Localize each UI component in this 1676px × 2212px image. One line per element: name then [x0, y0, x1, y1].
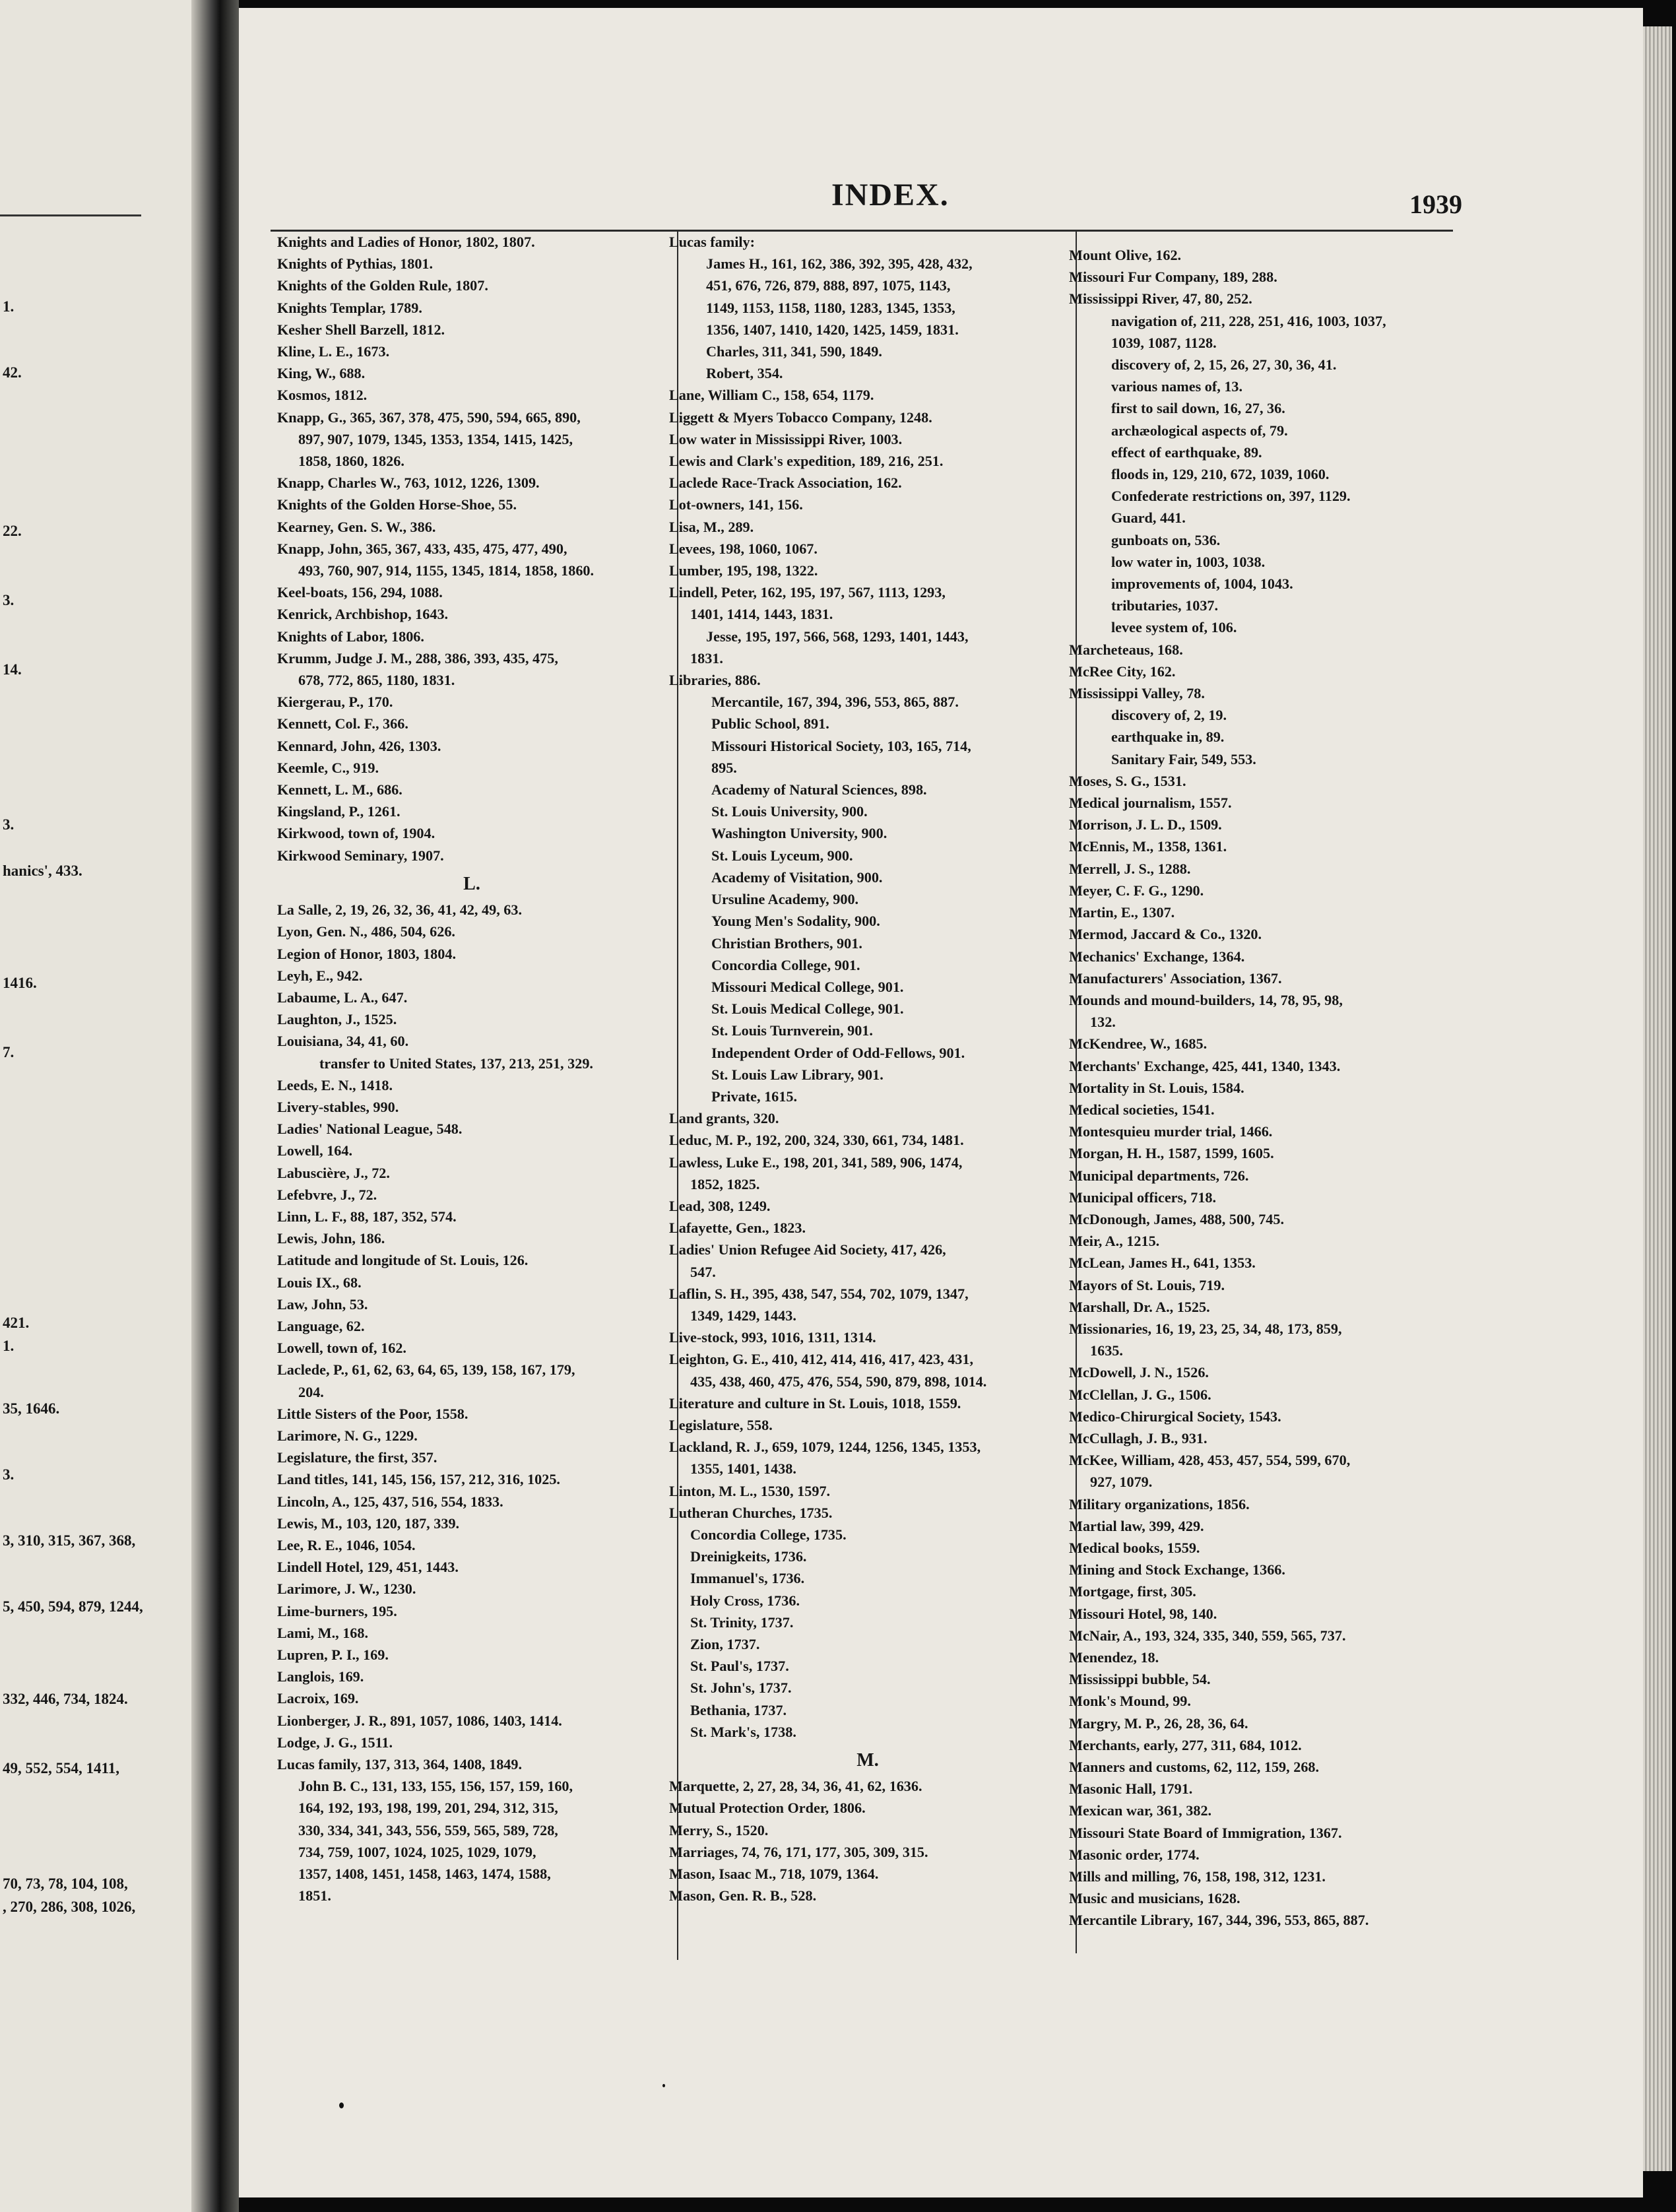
page-stack-edges — [1643, 26, 1672, 2171]
index-entry: Christian Brothers, 901. — [711, 934, 862, 952]
index-entry: discovery of, 2, 15, 26, 27, 30, 36, 41. — [1111, 356, 1337, 374]
index-entry: Levees, 198, 1060, 1067. — [669, 540, 818, 557]
index-entry: Knapp, Charles W., 763, 1012, 1226, 1309. — [277, 474, 540, 492]
index-entry: Montesquieu murder trial, 1466. — [1069, 1123, 1273, 1140]
index-entry: 1349, 1429, 1443. — [690, 1307, 796, 1324]
index-entry: Knapp, G., 365, 367, 378, 475, 590, 594, 665, 890, — [277, 408, 581, 426]
index-entry: Lindell Hotel, 129, 451, 1443. — [277, 1559, 459, 1576]
index-entry: 927, 1079. — [1090, 1474, 1153, 1491]
index-entry: Missouri Historical Society, 103, 165, 714, — [711, 737, 971, 754]
index-entry: Jesse, 195, 197, 566, 568, 1293, 1401, 1443, — [706, 628, 969, 645]
index-entry: Little Sisters of the Poor, 1558. — [277, 1405, 468, 1422]
index-entry: Labuscière, J., 72. — [277, 1164, 390, 1181]
index-entry: Lee, R. E., 1046, 1054. — [277, 1536, 416, 1553]
index-entry: Kearney, Gen. S. W., 386. — [277, 518, 436, 535]
index-entry: Marriages, 74, 76, 171, 177, 305, 309, 315. — [669, 1843, 928, 1860]
index-entry: Margry, M. P., 26, 28, 36, 64. — [1069, 1714, 1248, 1732]
index-entry: Lefebvre, J., 72. — [277, 1186, 377, 1203]
index-entry: 547. — [690, 1263, 716, 1280]
index-entry: discovery of, 2, 19. — [1111, 707, 1227, 724]
index-entry: McCullagh, J. B., 931. — [1069, 1429, 1208, 1447]
index-entry: Land titles, 141, 145, 156, 157, 212, 316, 1025. — [277, 1471, 560, 1488]
index-entry: Larimore, J. W., 1230. — [277, 1580, 416, 1598]
index-entry: Meir, A., 1215. — [1069, 1233, 1160, 1250]
index-entry: Lewis, M., 103, 120, 187, 339. — [277, 1514, 460, 1532]
index-entry: Mississippi River, 47, 80, 252. — [1069, 290, 1252, 308]
index-entry: Kennett, L. M., 686. — [277, 781, 403, 798]
index-entry: Legislature, 558. — [669, 1416, 773, 1433]
index-entry: 435, 438, 460, 475, 476, 554, 590, 879, 898, 1014. — [690, 1373, 987, 1390]
index-entry: Charles, 311, 341, 590, 1849. — [706, 343, 882, 360]
index-entry: 1355, 1401, 1438. — [690, 1460, 796, 1478]
index-entry: St. Louis Medical College, 901. — [711, 1000, 904, 1018]
index-entry: 493, 760, 907, 914, 1155, 1345, 1814, 1858, 1860. — [298, 562, 595, 579]
page-number: 1939 — [1409, 189, 1462, 219]
index-entry: Dreinigkeits, 1736. — [690, 1548, 807, 1565]
page-header-title: INDEX. — [831, 178, 950, 212]
index-entry: Morrison, J. L. D., 1509. — [1069, 816, 1222, 833]
index-entry: Linn, L. F., 88, 187, 352, 574. — [277, 1208, 457, 1225]
index-entry: McRee City, 162. — [1069, 663, 1176, 680]
index-entry: Mason, Gen. R. B., 528. — [669, 1887, 817, 1904]
index-entry: McEnnis, M., 1358, 1361. — [1069, 838, 1227, 855]
index-entry: Lafayette, Gen., 1823. — [669, 1220, 806, 1237]
index-entry: Legion of Honor, 1803, 1804. — [277, 945, 456, 962]
index-entry: transfer to United States, 137, 213, 251, 329. — [319, 1055, 593, 1072]
index-entry: James H., 161, 162, 386, 392, 395, 428, 432, — [706, 255, 973, 273]
index-entry: Lackland, R. J., 659, 1079, 1244, 1256, 1345, 1353, — [669, 1439, 981, 1456]
facing-page-fragment: 332, 446, 734, 1824. — [3, 1691, 128, 1707]
index-entry: 1149, 1153, 1158, 1180, 1283, 1345, 1353, — [706, 299, 955, 316]
index-entry: Lucas family, 137, 313, 364, 1408, 1849. — [277, 1756, 523, 1773]
index-entry: Mayors of St. Louis, 719. — [1069, 1276, 1225, 1293]
facing-page-fragment: , 270, 286, 308, 1026, — [3, 1899, 136, 1915]
facing-page-fragment: 3. — [3, 592, 15, 608]
index-entry: St. Paul's, 1737. — [690, 1658, 789, 1675]
index-entry: Lane, William C., 158, 654, 1179. — [669, 387, 874, 404]
facing-page-fragment: 1416. — [3, 975, 37, 991]
index-entry: Music and musicians, 1628. — [1069, 1890, 1241, 1907]
index-entry: Municipal departments, 726. — [1069, 1167, 1249, 1184]
index-entry: Mortality in St. Louis, 1584. — [1069, 1079, 1244, 1096]
index-entry: Bethania, 1737. — [690, 1701, 787, 1718]
index-entry: Immanuel's, 1736. — [690, 1570, 805, 1587]
index-entry: 451, 676, 726, 879, 888, 897, 1075, 1143, — [706, 277, 951, 294]
index-entry: Public School, 891. — [711, 715, 829, 732]
index-entry: Labaume, L. A., 647. — [277, 989, 408, 1006]
index-entry: Lyon, Gen. N., 486, 504, 626. — [277, 923, 455, 940]
index-entry: Mississippi bubble, 54. — [1069, 1671, 1211, 1688]
index-entry: Masonic Hall, 1791. — [1069, 1780, 1193, 1798]
ink-speck — [339, 2102, 344, 2108]
index-entry: Krumm, Judge J. M., 288, 386, 393, 435, 475, — [277, 649, 558, 667]
index-entry: 895. — [711, 759, 737, 776]
index-entry: Missouri Hotel, 98, 140. — [1069, 1605, 1217, 1622]
index-entry: Sanitary Fair, 549, 553. — [1111, 750, 1256, 767]
index-entry: Marcheteaus, 168. — [1069, 641, 1183, 658]
index-entry: Laclede, P., 61, 62, 63, 64, 65, 139, 158, 167, 179, — [277, 1361, 575, 1379]
index-entry: tributaries, 1037. — [1111, 597, 1219, 614]
index-entry: Laflin, S. H., 395, 438, 547, 554, 702, 1079, 1347, — [669, 1285, 969, 1302]
index-entry: Concordia College, 1735. — [690, 1526, 847, 1543]
index-entry: Merrell, J. S., 1288. — [1069, 860, 1191, 877]
index-entry: Municipal officers, 718. — [1069, 1188, 1217, 1206]
index-entry: Martial law, 399, 429. — [1069, 1517, 1204, 1534]
index-entry: Lowell, 164. — [277, 1142, 353, 1159]
index-entry: 1039, 1087, 1128. — [1111, 334, 1217, 351]
index-entry: 897, 907, 1079, 1345, 1353, 1354, 1415, 1425, — [298, 430, 573, 447]
index-entry: Lime-burners, 195. — [277, 1602, 397, 1619]
index-entry: Mills and milling, 76, 158, 198, 312, 1231. — [1069, 1868, 1326, 1885]
index-entry: Louis IX., 68. — [277, 1274, 362, 1291]
index-entry: Liggett & Myers Tobacco Company, 1248. — [669, 408, 932, 426]
index-entry: archæological aspects of, 79. — [1111, 422, 1288, 439]
index-entry: Linton, M. L., 1530, 1597. — [669, 1482, 831, 1499]
index-entry: McNair, A., 193, 324, 335, 340, 559, 565, 737. — [1069, 1627, 1346, 1644]
index-entry: Mounds and mound-builders, 14, 78, 95, 98, — [1069, 991, 1343, 1008]
index-entry: Merchants' Exchange, 425, 441, 1340, 1343. — [1069, 1057, 1341, 1074]
index-entry: Kosmos, 1812. — [277, 387, 368, 404]
index-entry: Kiergerau, P., 170. — [277, 694, 393, 711]
index-entry: Mercantile Library, 167, 344, 396, 553, 865, 887. — [1069, 1912, 1369, 1929]
index-entry: Kirkwood Seminary, 1907. — [277, 847, 444, 864]
index-entry: Land grants, 320. — [669, 1110, 779, 1127]
index-entry: Leyh, E., 942. — [277, 967, 363, 984]
index-entry: Knights of the Golden Rule, 1807. — [277, 277, 488, 294]
index-entry: McKee, William, 428, 453, 457, 554, 599, 670, — [1069, 1452, 1351, 1469]
index-entry: 164, 192, 193, 198, 199, 201, 294, 312, 315, — [298, 1800, 558, 1817]
index-entry: Robert, 354. — [706, 365, 783, 382]
index-entry: St. Louis University, 900. — [711, 803, 868, 820]
index-entry: Mermod, Jaccard & Co., 1320. — [1069, 926, 1262, 943]
index-entry: Laclede Race-Track Association, 162. — [669, 474, 902, 492]
index-entry: Ursuline Academy, 900. — [711, 891, 859, 908]
index-entry: McKendree, W., 1685. — [1069, 1035, 1208, 1053]
index-entry: Lutheran Churches, 1735. — [669, 1504, 833, 1521]
index-entry: Kline, L. E., 1673. — [277, 343, 390, 360]
index-entry: earthquake in, 89. — [1111, 729, 1225, 746]
index-entry: Medico-Chirurgical Society, 1543. — [1069, 1408, 1281, 1425]
index-entry: Lionberger, J. R., 891, 1057, 1086, 1403, 1414. — [277, 1712, 562, 1729]
facing-page-fragment: 7. — [3, 1044, 15, 1060]
index-entry: Lowell, town of, 162. — [277, 1340, 406, 1357]
index-entry: Live-stock, 993, 1016, 1311, 1314. — [669, 1329, 876, 1346]
index-entry: Manufacturers' Association, 1367. — [1069, 969, 1282, 987]
index-entry: navigation of, 211, 228, 251, 416, 1003, 1037, — [1111, 312, 1386, 329]
index-entry: Lewis and Clark's expedition, 189, 216, 251. — [669, 453, 944, 470]
facing-page-fragment: 42. — [3, 364, 22, 381]
facing-page-header-rule — [0, 214, 141, 216]
index-entry: McClellan, J. G., 1506. — [1069, 1386, 1211, 1403]
index-entry: Academy of Natural Sciences, 898. — [711, 781, 927, 798]
index-entry: Lindell, Peter, 162, 195, 197, 567, 1113, 1293, — [669, 584, 946, 601]
index-entry: Lacroix, 169. — [277, 1690, 359, 1707]
index-entry: Lumber, 195, 198, 1322. — [669, 562, 818, 579]
ink-speck — [662, 2084, 665, 2087]
index-entry: first to sail down, 16, 27, 36. — [1111, 400, 1285, 417]
index-entry: levee system of, 106. — [1111, 619, 1237, 636]
index-entry: Keemle, C., 919. — [277, 759, 379, 776]
index-entry: Zion, 1737. — [690, 1636, 760, 1652]
index-entry: Manners and customs, 62, 112, 159, 268. — [1069, 1759, 1320, 1776]
index-entry: John B. C., 131, 133, 155, 156, 157, 159, 160, — [298, 1778, 573, 1795]
index-entry: 1357, 1408, 1451, 1458, 1463, 1474, 1588, — [298, 1866, 551, 1883]
index-entry: 1858, 1860, 1826. — [298, 453, 404, 470]
index-entry: St. John's, 1737. — [690, 1679, 792, 1697]
index-entry: Moses, S. G., 1531. — [1069, 772, 1186, 789]
index-entry: low water in, 1003, 1038. — [1111, 553, 1266, 570]
facing-page-edge — [0, 0, 191, 2212]
index-entry: improvements of, 1004, 1043. — [1111, 575, 1293, 593]
index-entry: Leduc, M. P., 192, 200, 324, 330, 661, 734, 1481. — [669, 1132, 964, 1149]
index-entry: Lead, 308, 1249. — [669, 1197, 771, 1214]
facing-page-fragment: 1. — [3, 298, 15, 315]
index-entry: Larimore, N. G., 1229. — [277, 1427, 418, 1444]
index-entry: Kennett, Col. F., 366. — [277, 715, 408, 732]
index-entry: Young Men's Sodality, 900. — [711, 913, 880, 930]
index-entry: McDowell, J. N., 1526. — [1069, 1364, 1209, 1381]
index-entry: Holy Cross, 1736. — [690, 1592, 800, 1609]
index-entry: Lot-owners, 141, 156. — [669, 496, 803, 513]
index-entry: Langlois, 169. — [277, 1668, 364, 1685]
index-entry: Kennard, John, 426, 1303. — [277, 737, 441, 754]
index-entry: Laughton, J., 1525. — [277, 1011, 397, 1028]
facing-page-fragment: 421. — [3, 1315, 30, 1331]
index-entry: Medical societies, 1541. — [1069, 1101, 1215, 1118]
book-gutter — [191, 0, 239, 2212]
index-entry: 1851. — [298, 1887, 331, 1904]
index-entry: Lucas family: — [669, 234, 756, 250]
index-entry: 1852, 1825. — [690, 1175, 760, 1192]
index-entry: 1831. — [690, 649, 723, 667]
index-entry: Ladies' Union Refugee Aid Society, 417, 426, — [669, 1241, 946, 1258]
facing-page-fragment: 35, 1646. — [3, 1400, 60, 1417]
index-entry: Lisa, M., 289. — [669, 518, 754, 535]
index-entry: 678, 772, 865, 1180, 1831. — [298, 672, 455, 689]
index-entry: Mortgage, first, 305. — [1069, 1583, 1196, 1600]
index-entry: Medical journalism, 1557. — [1069, 795, 1232, 812]
index-entry: King, W., 688. — [277, 365, 366, 382]
facing-page-fragment: 5, 450, 594, 879, 1244, — [3, 1598, 143, 1615]
index-entry: Lawless, Luke E., 198, 201, 341, 589, 906, 1474, — [669, 1154, 963, 1171]
index-entry: Knights of Labor, 1806. — [277, 628, 424, 645]
facing-page-fragment: 3, 310, 315, 367, 368, — [3, 1532, 136, 1549]
index-entry: Marshall, Dr. A., 1525. — [1069, 1298, 1210, 1315]
index-entry: Meyer, C. F. G., 1290. — [1069, 882, 1204, 899]
index-entry: floods in, 129, 210, 672, 1039, 1060. — [1111, 466, 1330, 483]
index-entry: McDonough, James, 488, 500, 745. — [1069, 1210, 1285, 1227]
index-entry: St. Louis Law Library, 901. — [711, 1066, 884, 1083]
index-entry: Medical books, 1559. — [1069, 1539, 1200, 1556]
index-entry: Latitude and longitude of St. Louis, 126. — [277, 1252, 529, 1269]
index-entry: Knights of Pythias, 1801. — [277, 255, 434, 273]
index-entry: Literature and culture in St. Louis, 1018, 1559. — [669, 1394, 961, 1412]
index-entry: Mutual Protection Order, 1806. — [669, 1800, 866, 1817]
index-entry: Legislature, the first, 357. — [277, 1449, 437, 1466]
facing-page-fragment: 3. — [3, 1466, 15, 1483]
index-entry: effect of earthquake, 89. — [1111, 443, 1262, 461]
index-entry: Merchants, early, 277, 311, 684, 1012. — [1069, 1736, 1302, 1753]
index-entry: Marquette, 2, 27, 28, 34, 36, 41, 62, 1636. — [669, 1778, 922, 1795]
index-entry: Lincoln, A., 125, 437, 516, 554, 1833. — [277, 1493, 503, 1510]
index-entry: St. Louis Lyceum, 900. — [711, 847, 853, 864]
index-entry: Missionaries, 16, 19, 23, 25, 34, 48, 173, 859, — [1069, 1320, 1342, 1337]
index-entry: Menendez, 18. — [1069, 1649, 1159, 1666]
index-entry: Private, 1615. — [711, 1088, 798, 1105]
index-entry: Confederate restrictions on, 397, 1129. — [1111, 488, 1351, 505]
index-entry: Independent Order of Odd-Fellows, 901. — [711, 1044, 965, 1061]
index-entry: 1356, 1407, 1410, 1420, 1425, 1459, 1831. — [706, 321, 959, 338]
index-entry: Knights Templar, 1789. — [277, 299, 422, 316]
index-entry: Law, John, 53. — [277, 1295, 368, 1313]
index-entry: St. Trinity, 1737. — [690, 1613, 794, 1631]
facing-page-fragment: 14. — [3, 661, 22, 678]
index-entry: 330, 334, 341, 343, 556, 559, 565, 589, 728, — [298, 1821, 558, 1838]
index-entry: Knights and Ladies of Honor, 1802, 1807. — [277, 234, 535, 250]
facing-page-fragment: 1. — [3, 1338, 15, 1354]
index-entry: Washington University, 900. — [711, 825, 887, 842]
index-entry: Lewis, John, 186. — [277, 1230, 385, 1247]
index-entry: Knapp, John, 365, 367, 433, 435, 475, 477, 490, — [277, 540, 567, 557]
index-entry: Missouri Medical College, 901. — [711, 978, 904, 995]
index-entry: Mount Olive, 162. — [1069, 247, 1182, 263]
index-entry: St. Mark's, 1738. — [690, 1723, 796, 1740]
index-entry: Mining and Stock Exchange, 1366. — [1069, 1561, 1285, 1578]
index-column-2 — [669, 231, 1066, 1906]
index-entry: 132. — [1090, 1014, 1116, 1031]
index-entry: Mason, Isaac M., 718, 1079, 1364. — [669, 1866, 879, 1883]
index-entry: Leighton, G. E., 410, 412, 414, 416, 417, 423, 431, — [669, 1351, 974, 1368]
index-entry: Monk's Mound, 99. — [1069, 1693, 1191, 1710]
index-entry: Morgan, H. H., 1587, 1599, 1605. — [1069, 1145, 1274, 1162]
index-entry: Kesher Shell Barzell, 1812. — [277, 321, 445, 338]
index-entry: Mississippi Valley, 78. — [1069, 685, 1205, 702]
index-entry: McLean, James H., 641, 1353. — [1069, 1254, 1256, 1272]
facing-page-fragment: 49, 552, 554, 1411, — [3, 1760, 119, 1776]
index-entry: Leeds, E. N., 1418. — [277, 1076, 393, 1093]
index-column-1 — [277, 231, 666, 1906]
index-entry: St. Louis Turnverein, 901. — [711, 1022, 873, 1039]
index-entry: Low water in Mississippi River, 1003. — [669, 430, 903, 447]
index-entry: Language, 62. — [277, 1317, 365, 1334]
index-entry: Lodge, J. G., 1511. — [277, 1734, 393, 1751]
index-entry: La Salle, 2, 19, 26, 32, 36, 41, 42, 49, 63. — [277, 901, 523, 919]
index-entry: Masonic order, 1774. — [1069, 1846, 1200, 1863]
index-entry: 204. — [298, 1383, 324, 1400]
index-entry: Missouri State Board of Immigration, 1367. — [1069, 1824, 1342, 1841]
index-entry: Academy of Visitation, 900. — [711, 868, 883, 886]
index-entry: Missouri Fur Company, 189, 288. — [1069, 269, 1277, 286]
index-entry: gunboats on, 536. — [1111, 531, 1221, 548]
facing-page-fragment: 22. — [3, 523, 22, 539]
index-entry: Libraries, 886. — [669, 672, 761, 689]
index-section-letter: L. — [463, 873, 480, 894]
index-entry: Military organizations, 1856. — [1069, 1495, 1250, 1513]
index-entry: 734, 759, 1007, 1024, 1025, 1029, 1079, — [298, 1843, 536, 1860]
index-entry: Kirkwood, town of, 1904. — [277, 825, 435, 842]
index-entry: Keel-boats, 156, 294, 1088. — [277, 584, 443, 601]
index-entry: Mechanics' Exchange, 1364. — [1069, 948, 1245, 965]
index-entry: Kingsland, P., 1261. — [277, 803, 401, 820]
index-section-letter: M. — [856, 1750, 879, 1771]
index-entry: Ladies' National League, 548. — [277, 1121, 463, 1138]
index-column-3 — [1069, 244, 1440, 1932]
index-entry: Lupren, P. I., 169. — [277, 1646, 389, 1663]
index-entry: 1401, 1414, 1443, 1831. — [690, 606, 833, 623]
index-entry: Concordia College, 901. — [711, 956, 860, 973]
facing-page-fragment: hanics', 433. — [3, 862, 82, 879]
index-entry: Knights of the Golden Horse-Shoe, 55. — [277, 496, 517, 513]
index-entry: Kenrick, Archbishop, 1643. — [277, 606, 449, 623]
facing-page-fragment: 70, 73, 78, 104, 108, — [3, 1875, 128, 1892]
index-entry: Lami, M., 168. — [277, 1624, 369, 1641]
index-entry: Louisiana, 34, 41, 60. — [277, 1033, 409, 1050]
index-entry: 1635. — [1090, 1342, 1123, 1359]
index-entry: Merry, S., 1520. — [669, 1821, 769, 1838]
index-entry: various names of, 13. — [1111, 378, 1243, 395]
index-entry: Livery-stables, 990. — [277, 1098, 399, 1115]
index-entry: Martin, E., 1307. — [1069, 904, 1175, 921]
index-entry: Mexican war, 361, 382. — [1069, 1802, 1212, 1819]
facing-page-fragment: 3. — [3, 816, 15, 833]
index-entry: Guard, 441. — [1111, 509, 1186, 527]
index-entry: Mercantile, 167, 394, 396, 553, 865, 887. — [711, 694, 959, 711]
